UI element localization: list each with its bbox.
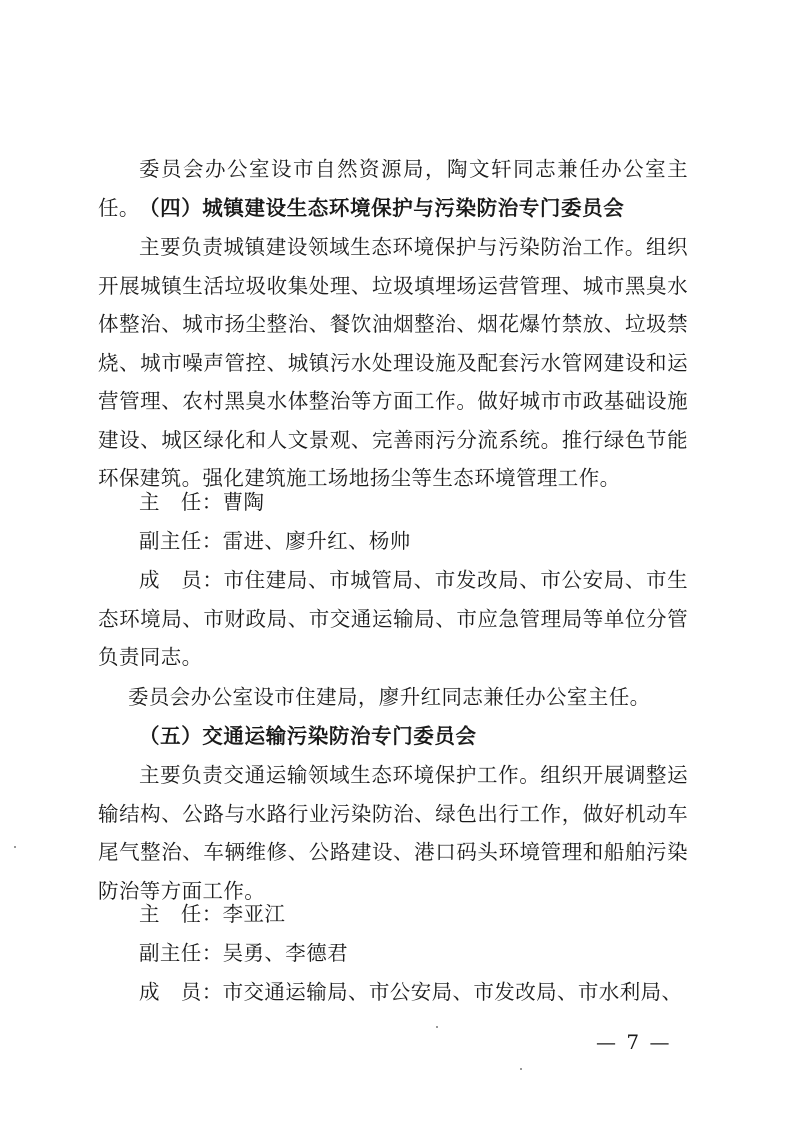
section-5-body: 主要负责交通运输领域生态环境保护工作。组织开展调整运输结构、公路与水路行业污染防治、绿色出行工作，做好机动车尾气整治、车辆维修、公路建设、港口码头环境管理和船舶污染防治等方面工作。 xyxy=(98,763,688,903)
scan-speck xyxy=(520,1068,522,1070)
office-paragraph-section-3: 委员会办公室设市自然资源局，陶文轩同志兼任办公室主任。 xyxy=(98,157,688,220)
section-5-heading: （五）交通运输污染防治专门委员会 xyxy=(139,724,477,748)
section-4-body: 主要负责城镇建设领域生态环境保护与污染防治工作。组织开展城镇生活垃圾收集处理、垃圾填埋场运营管理、城市黑臭水体整治、城市扬尘整治、餐饮油烟整治、烟花爆竹禁放、垃圾禁烧、城市噪声管控、城镇污水处理设施及配套污水管网建设和运营管理、农村黑臭水体整治等方面工作。做好城市市政基础设施建设、城区绿化和人文景观、完善雨污分流系统。推行绿色节能环保建筑。强化建筑施工场地扬尘等生态环境管理工作。 xyxy=(98,235,688,490)
scan-speck xyxy=(14,846,16,848)
section-4-director: 主 任：曹陶 xyxy=(139,490,265,514)
section-4-heading: （四）城镇建设生态环境保护与污染防治专门委员会 xyxy=(139,196,625,220)
section-5-members: 成 员：市交通运输局、市公安局、市发改局、市水利局、 xyxy=(139,980,683,1004)
section-5-deputy-director: 副主任：吴勇、李德君 xyxy=(139,941,348,965)
section-4-members: 成 员：市住建局、市城管局、市发改局、市公安局、市生态环境局、市财政局、市交通运输局、市应急管理局等单位分管负责同志。 xyxy=(98,568,688,669)
section-4-deputy-director: 副主任：雷进、廖升红、杨帅 xyxy=(139,529,411,553)
section-4-office: 委员会办公室设市住建局，廖升红同志兼任办公室主任。 xyxy=(128,685,651,709)
section-5-director: 主 任：李亚江 xyxy=(139,902,286,926)
scan-speck xyxy=(436,1026,438,1028)
page-number: — 7 — xyxy=(596,1030,672,1054)
